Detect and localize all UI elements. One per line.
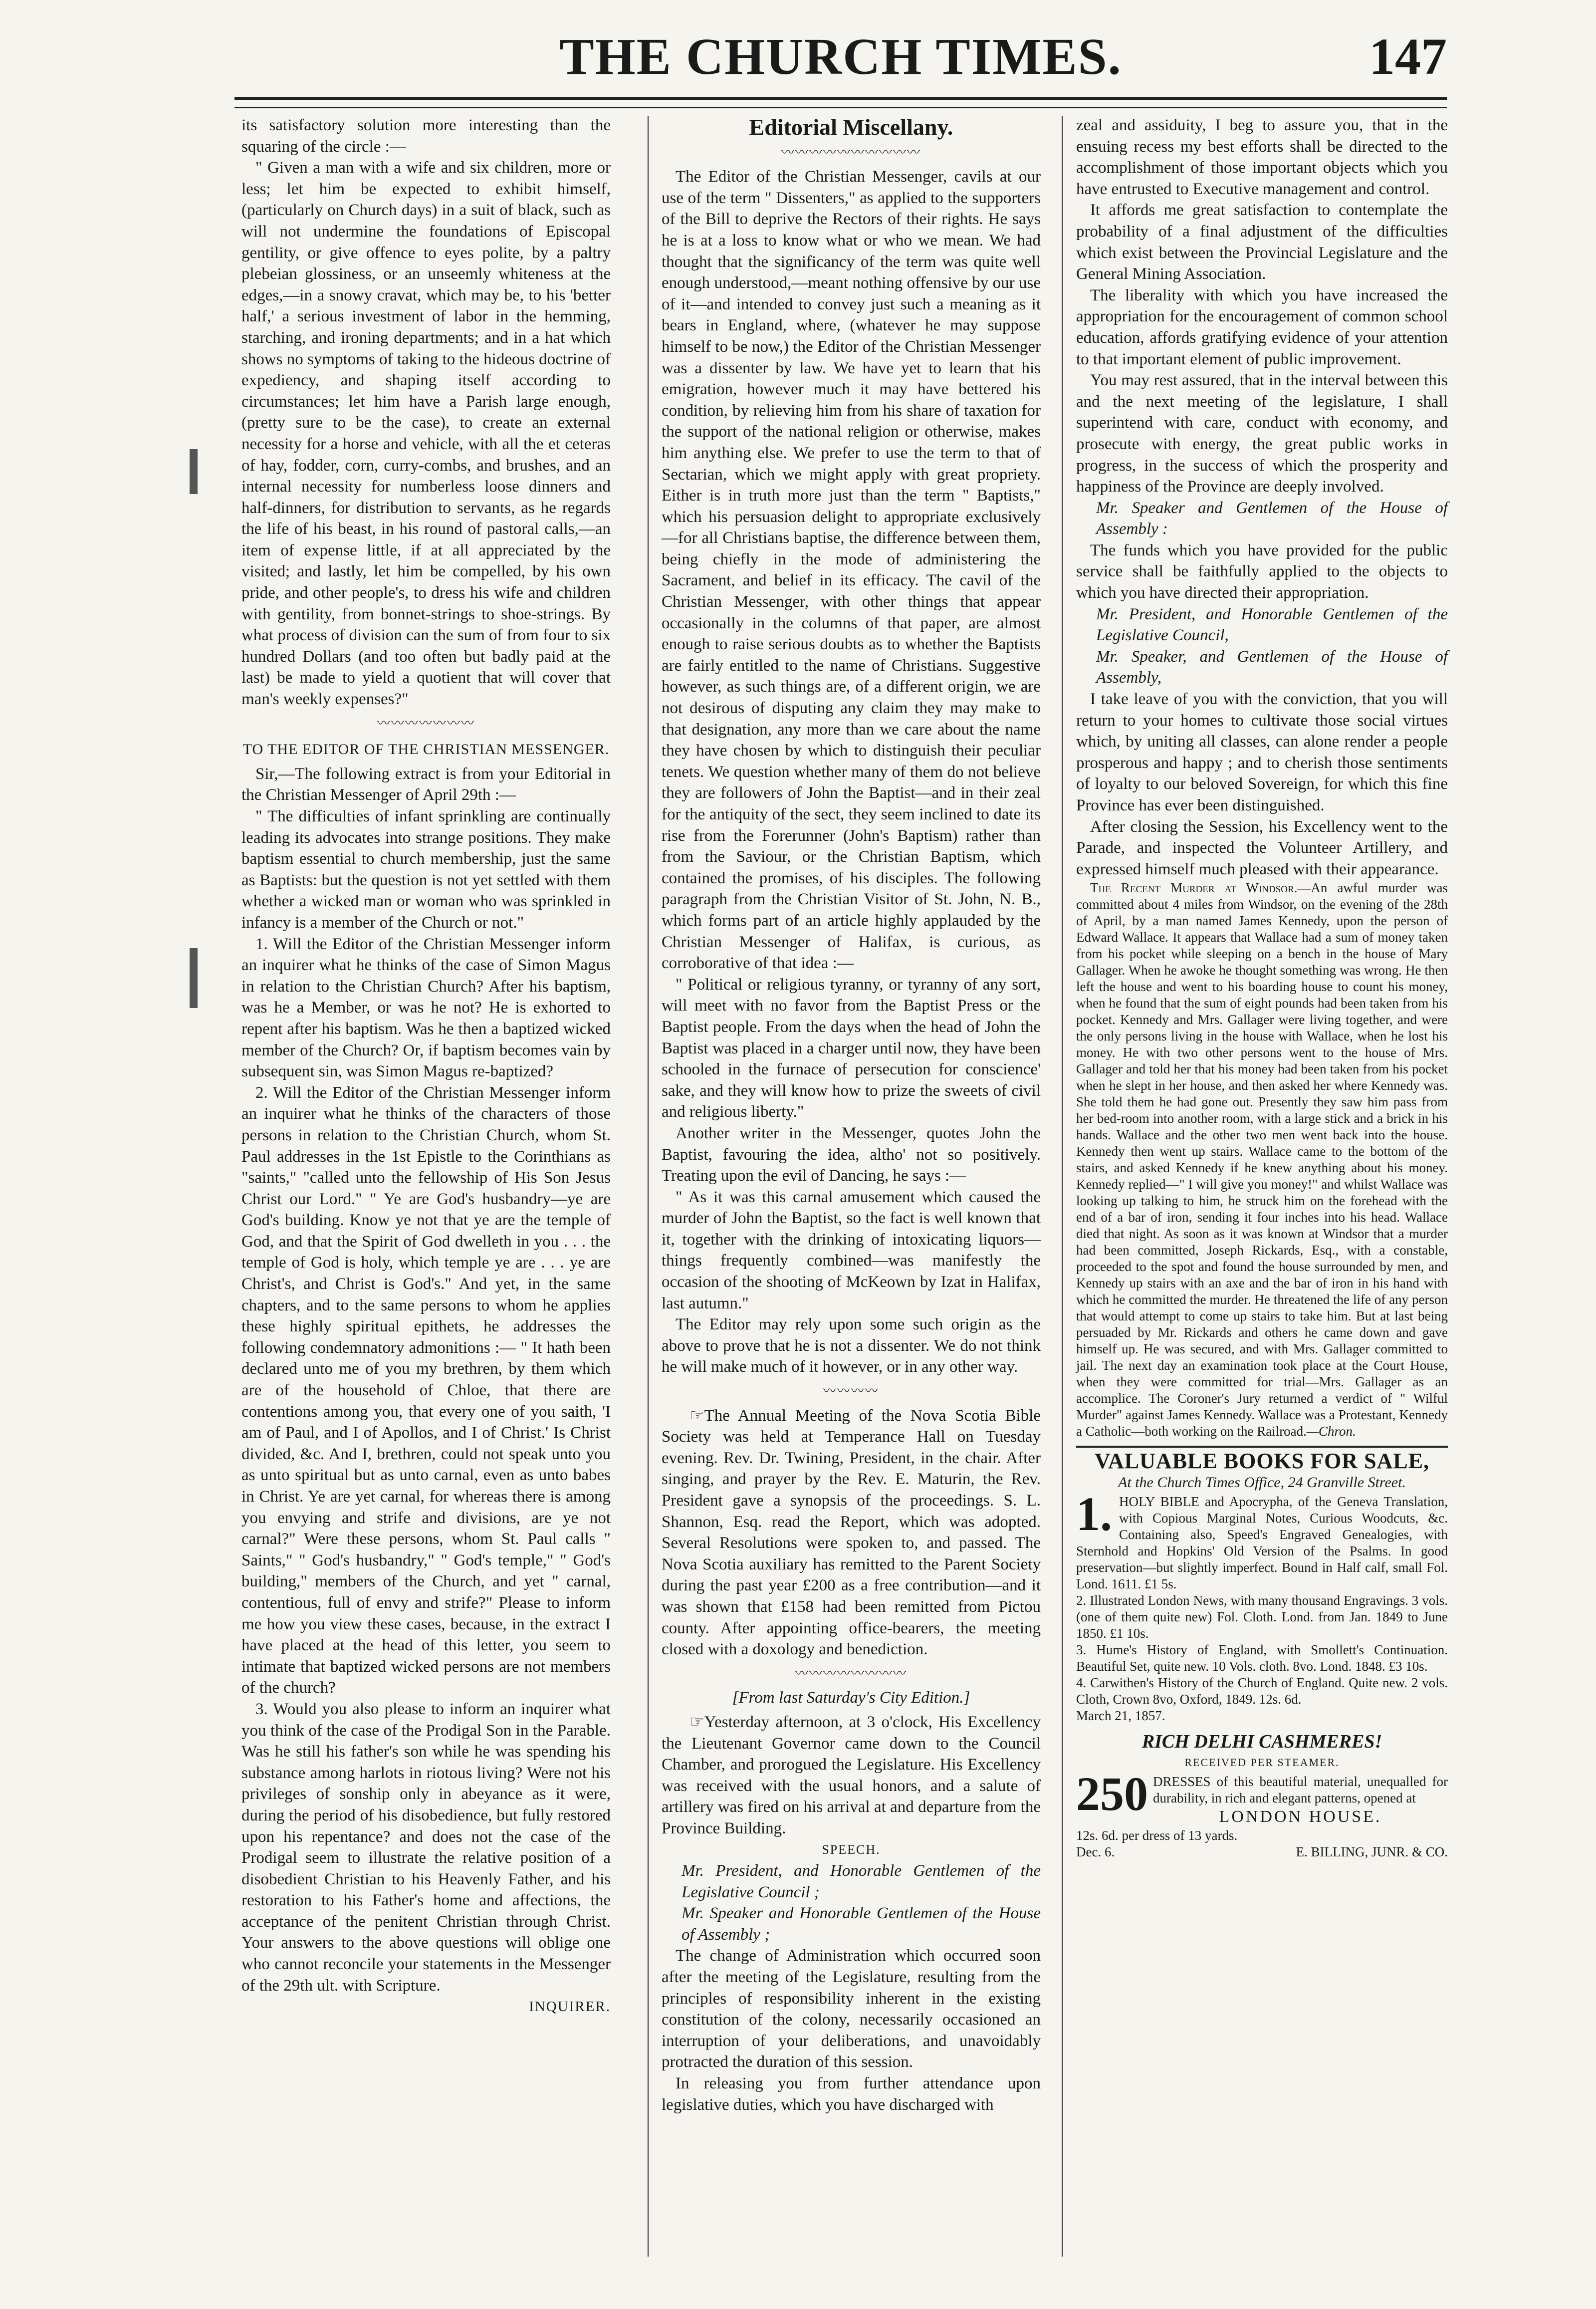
letter-text: 3. Would you also please to inform an inquirer what you think of the case of the Prodigal Son in the Parable. Was he still his father's son while he was spending his substance among harlots in riotous living? Were not his privileges of sonship only in abeyance as it were, during the period of his disobedience, but fully restored upon his repentance? and does not the case of the Prodigal seem to illustrate the relative position of a disobedient Christian to his Heavenly Father, and his restoration to his Father's home and affections, the acceptance of the penitent Christian through Christ. Your answers to the above questions will oblige one who cannot reconcile your statements in the Messenger of the 29th ult. with Scripture. xyxy=(241,1700,611,1995)
speech-address: Mr. Speaker and Honorable Gentlemen of the House of Assembly ; xyxy=(682,1904,1041,1944)
article-text: ☞Yesterday afternoon, at 3 o'clock, His Excellency the Lieutenant Governor came down to the Council Chamber, and prorogued the Legislature. His Excellency was received with the usual honors, and a salute of artillery was fired on his arrival at and departure from the Province Building. xyxy=(662,1712,1041,1839)
letter-text: " The difficulties of infant sprinkling are continually leading its advocates into strange positions. They make baptism essential to church membership, just the same as Baptists: but the question is not yet settled with them whether a wicked man or woman who was sprinkled in infancy is a member of the Church or not." xyxy=(241,807,611,932)
advert-title: RICH DELHI CASHMERES! xyxy=(1141,1731,1382,1752)
speech-text: In releasing you from further attendance upon legislative duties, which you have discharged with xyxy=(662,2074,1041,2114)
header-rule xyxy=(234,97,1447,108)
pointing-hand-icon: ☞ xyxy=(689,1406,704,1425)
advert-text: 250 DRESSES of this beautiful material, unequalled for durability, in rich and elegant patterns, opened at xyxy=(1076,1767,1448,1820)
margin-mark xyxy=(190,449,198,494)
section-divider: 〰〰〰〰 xyxy=(823,1384,879,1399)
letter-text: Sir,—The following extract is from your Editorial in the Christian Messenger of April 29th :— xyxy=(241,765,611,804)
news-item: The Recent Murder at Windsor.—An awful murder was committed about 4 miles from Windsor, on the evening of the 28th of April, by a man named James Kennedy, upon the person of Edward Wallace. It appears that Wallace had a sum of money taken from his pocket while sleeping on a bench in the house of Mary Gallager. When he awoke he thought something was wrong. He then left the house and went to his boarding house to count his money, when he found that the sum of eight pounds had been taken from his pocket. Kennedy and Mrs. Gallager were living together, and were the only persons living in the house with Wallace, when he lost his money. He with two other persons went to the house of Mrs. Gallager and told her that his money had been taken from his pocket when he slept in her house, and then asked her where Kennedy was. She told them he had gone out. Presently they saw him pass from her bed-room into another room, with a large stick and a brick in his hands. Wallace and the other two men went back into the house. Kennedy then went up stairs. Wallace came to the bottom of the stairs, and asked Kennedy if he knew anything about his money. Kennedy replied—" I will give you money!" and whilst Wallace was looking up talking to him, he struck him on the forehead with the end of a bar of iron, sending it four inches into his head. Wallace died that night. As soon as it was known at Windsor that a murder had been committed, Joseph Rickards, Esq., with a constable, proceeded to the spot and found the house surrounded by men, and Kennedy up stairs with an axe and the bar of iron in his hand with which he committed the murder. He threatened the life of any person that would attempt to come up stairs to take him. But at last being persuaded by Mr. Rickards and others he came down and gave himself up. He was secured, and with Mrs. Gallager committed to jail. The next day an examination took place at the Court House, when they were committed for trial—Mrs. Gallager as an accomplice. The Coroner's Jury returned a verdict of " Wilful Murder" against James Kennedy. Wallace was a Protestant, Kennedy a Catholic—both working on the Railroad.—Chron. xyxy=(1076,880,1448,1439)
speech-address: Mr. President, and Honorable Gentlemen of the Legislative Council ; xyxy=(682,1862,1041,1901)
pointing-hand-icon: ☞ xyxy=(689,1713,704,1731)
column-right xyxy=(1076,115,1448,1860)
speech-text: The change of Administration which occurred soon after the meeting of the Legislature, resulting from the principles of responsibility inherent in the existing constitution of the colony, necessarily occasioned an interruption of your deliberations, and unavoidably protracted the duration of this session. xyxy=(662,1947,1041,2071)
advert-item: 3. Hume's History of England, with Smollett's Continuation. Beautiful Set, quite new. 10 Vols. cloth. 8vo. Lond. 1848. £3 10s. xyxy=(1076,1642,1448,1674)
article-text: Another writer in the Messenger, quotes John the Baptist, favouring the idea, altho' not so positively. Treating upon the evil of Dancing, he says :— xyxy=(662,1124,1041,1185)
advert-subtitle: RECEIVED PER STEAMER. xyxy=(1184,1756,1340,1769)
section-title: Editorial Miscellany. xyxy=(749,114,953,140)
section-divider: 〰〰〰〰〰〰〰 xyxy=(377,716,475,731)
speech-text: The funds which you have provided for the public service shall be faithfully applied to the objects to which you have directed their appropriation. xyxy=(1076,541,1448,602)
advert-title: VALUABLE BOOKS FOR SALE, xyxy=(1076,1446,1448,1472)
advert-signature: E. BILLING, JUNR. & CO. xyxy=(1296,1844,1448,1860)
margin-mark xyxy=(190,948,198,1008)
advert-shop-name: LONDON HOUSE. xyxy=(1219,1807,1382,1826)
article-text: After closing the Session, his Excellency went to the Parade, and inspected the Volunteer Artillery, and expressed himself much pleased with their appearance. xyxy=(1076,817,1448,878)
letter-text: 2. Will the Editor of the Christian Messenger inform an inquirer what he thinks of the characters of those persons in relation to the Christian Church, whom St. Paul addresses in the 1st Epistle to the Corinthians as "saints," "called unto the fellowship of His Son Jesus Christ our Lord." " Ye are God's husbandry—ye are God's building. Know ye not that ye are the temple of God, and that the Spirit of God dwelleth in you . . . the temple of God is holy, which temple ye are . . . ye are Christ's, and Christ is God's." And yet, in the same chapters, and to the same persons to whom he applies these highly spiritual epithets, he addresses the following condemnatory admonitions :— " It hath been declared unto me of you my brethren, by them which are of the household of Chloe, that there are contentions among you, that every one of you saith, 'I am of Paul, and I of Apollos, and I of Christ.' Is Christ divided, &c. And I, brethren, could not speak unto you as unto spiritual but as unto carnal, even as unto babes in Christ. Ye are yet carnal, for whereas there is among you envying and strife and divisions, are ye not carnal?" Were these persons, whom St. Paul calls " Saints," " God's husbandry," " God's temple," " God's building," members of the Church, and yet " carnal, contentious, full of envy and strife?" Please to inform me how you view these cases, because, in the extract I have placed at the head of this letter, you seem to intimate that baptized wicked persons are not members of the church? xyxy=(241,1083,611,1697)
speech-address: Mr. President, and Honorable Gentlemen of the Legislative Council, xyxy=(1096,605,1448,645)
masthead-title: THE CHURCH TIMES. xyxy=(559,28,1122,85)
section-divider: 〰〰〰〰〰〰〰〰〰〰 xyxy=(781,145,921,160)
quoted-text: " Political or religious tyranny, or tyranny of any sort, will meet with no favor from the Baptist Press or the Baptist people. From the days when the head of John the Baptist was placed in a charger until now, they have been schooled in the furnace of persecution for conscience' sake, and they will know how to prize the sweets of civil and religious liberty." xyxy=(662,975,1041,1121)
speech-text: zeal and assiduity, I beg to assure you, that in the ensuing recess my best efforts shall be directed to the accomplishment of those important objects which you have entrusted to Executive management and control. xyxy=(1076,116,1448,198)
column-divider xyxy=(1062,116,1063,2257)
advert-price: 12s. 6d. per dress of 13 yards. xyxy=(1076,1828,1238,1843)
advert-subtitle: At the Church Times Office, 24 Granville Street. xyxy=(1118,1474,1406,1491)
advert-footer xyxy=(1076,1844,1448,1860)
edition-note: [From last Saturday's City Edition.] xyxy=(732,1689,970,1707)
quoted-text: " As it was this carnal amusement which caused the murder of John the Baptist, so the fact is well known that it, together with the drinking of intoxicating liquors—things frequently combined—was manifestly the occasion of the shooting of McKeown by Izat in Halifax, last autumn." xyxy=(662,1188,1041,1312)
speech-address: Mr. Speaker and Gentlemen of the House of Assembly : xyxy=(1096,499,1448,538)
speech-heading: SPEECH. xyxy=(822,1842,881,1857)
advert-item: 2. Illustrated London News, with many thousand Engravings. 3 vols. (one of them quite new) Fol. Cloth. Lond. from Jan. 1849 to June 1850. £1 10s. xyxy=(1076,1592,1448,1641)
letter-text: 1. Will the Editor of the Christian Messenger inform an inquirer what he thinks of the case of Simon Magus in relation to the Christian Church? After his baptism, was he a Member, or was he not? He is exhorted to repent after his baptism. Was he then a baptized wicked member of the Church? Or, if baptism becomes vain by subsequent sin, was Simon Magus re-baptized? xyxy=(241,935,611,1081)
article-text: ☞The Annual Meeting of the Nova Scotia Bible Society was held at Temperance Hall on Tuesday evening. Rev. Dr. Twining, President, in the chair. After singing, and prayer by the Rev. E. Maturin, the Rev. President gave a synopsis of the proceedings. S. L. Shannon, Esq. read the Report, which was adopted. Several Resolutions were spoken to, and passed. The Nova Scotia auxiliary has remitted to the Parent Society during the past year £200 as a free contribution—and it was shown that £158 had been remitted from Pictou county. After appointing office-bearers, the meeting closed with a doxology and benediction. xyxy=(662,1405,1041,1660)
article-text: " Given a man with a wife and six children, more or less; let him be expected to exhibit himself, (particularly on Church days) in a suit of black, such as will not undermine the foundations of Episcopal gentility, or give offence to eyes polite, by a paltry plebeian glossiness, or an unseemly whiteness at the edges,—in a snowy cravat, which may be, to his 'better half,' a serious investment of labor in the hemming, starching, and ironing departments; and in a hat which shows no symptoms of taking to the hideous doctrine of expediency, and shaping itself according to circumstances; let him have a Parish large enough, (pretty sure to be the case), to create an external necessity for a horse and vehicle, with all the et ceteras of hay, fodder, corn, curry-combs, and brushes, and an internal necessity for numberless loose dinners and half-dinners, for distribution to servants, as he regards the life of his beast, in his round of pastoral calls,—an item of expense little, if at all appreciated by the visited; and lastly, let him be compelled, by his own pride, and other people's, to dress his wife and children with gentility, from bonnet-strings to shoe-strings. By what process of division can the sum of from four to six hundred Dollars (and too often but badly paid at the last) be made to yield a quotient that will cover that man's weekly expenses?" xyxy=(241,159,611,709)
page-header xyxy=(234,18,1447,108)
column-middle xyxy=(662,115,1041,2115)
page-number: 147 xyxy=(1369,28,1447,85)
advert-item: 1. HOLY BIBLE and Apocrypha, of the Geneva Translation, with Copious Marginal Notes, Curious Woodcuts, &c. Containing also, Speed's Engraved Genealogies, with Sternhold and Hopkins' Old Version of the Psalms. In good preservation—but slightly imperfect. Bound in Half calf, small Fol. Lond. 1611. £1 5s. xyxy=(1076,1487,1448,1591)
article-text: The Editor may rely upon some such origin as the above to prove that he is not a dissenter. We do not think he will make much of it however, or in any other way. xyxy=(662,1315,1041,1376)
letter-heading: TO THE EDITOR OF THE CHRISTIAN MESSENGER. xyxy=(242,741,610,758)
advert-date: Dec. 6. xyxy=(1076,1844,1115,1860)
advert-date: March 21, 1857. xyxy=(1076,1708,1165,1723)
letter-signature: INQUIRER. xyxy=(529,1999,611,2015)
column-divider xyxy=(648,116,649,2257)
article-text: its satisfactory solution more interesting than the squaring of the circle :— xyxy=(241,116,611,156)
article-text: The Editor of the Christian Messenger, cavils at our use of the term " Dissenters," as applied to the supporters of the Bill to deprive the Rectors of their rights. He says he is at a loss to know what or who we mean. We had thought that the significancy of the term was quite well enough understood,—meant nothing offensive by our use of it—and intended to convey just such a meaning as it bears in England, where, (whatever he may suppose himself to be now,) the Editor of the Christian Messenger was a dissenter by law. We have yet to learn that his emigration, however much it may have bettered his condition, by relieving him from his share of taxation for the support of the national religion or otherwise, makes him anything else. We prefer to use the term to that of Sectarian, which we might apply with great propriety. Either is in truth more just than the term " Baptists," which his persuasion delight to appropriate exclusively—for all Christians baptise, the difference between them, being chiefly in the mode of administering the Sacrament, and belief in its efficacy. The cavil of the Christian Messenger, with other things that appear occasionally in the columns of that paper, are almost enough to raise serious doubts as to whether the Baptists are fairly entitled to the name of Christians. Suggestive however, as such things are, of a different origin, we are not desirous of disputing any claim they may make to that designation, any more than we care about the name they have chosen by which to distinguish their peculiar tenets. We question whether many of them do not believe they are followers of John the Baptist—and in their zeal for the antiquity of the sect, they seem inclined to date its rise from the Forerunner (John's Baptism) rather than from the Saviour, or the Christian Baptism, which contained the promises, of his disciples. The following paragraph from the Christian Visitor of St. John, N. B., which forms part of an article highly applauded by the Christian Messenger of Halifax, is curious, as corroborative of that idea :— xyxy=(662,168,1041,973)
column-left xyxy=(241,115,611,2018)
speech-text: The liberality with which you have increased the appropriation for the encouragement of common school education, affords gratifying evidence of your attention to that important element of public improvement. xyxy=(1076,286,1448,368)
advert-item: 4. Carwithen's History of the Church of England. Quite new. 2 vols. Cloth, Crown 8vo, Oxford, 1849. 12s. 6d. xyxy=(1076,1675,1448,1707)
section-divider: 〰〰〰〰〰〰〰〰 xyxy=(795,1666,907,1681)
speech-text: You may rest assured, that in the interval between this and the next meeting of the legislature, I shall superintend with care, conduct with economy, and prosecute with energy, the great public works in progress, in the success of which the prosperity and happiness of the Province are deeply involved. xyxy=(1076,371,1448,496)
speech-address: Mr. Speaker, and Gentlemen of the House of Assembly, xyxy=(1096,647,1448,687)
speech-text: I take leave of you with the conviction, that you will return to your homes to cultivate those social virtues which, by uniting all classes, can alone render a people prosperous and happy ; and to cherish those sentiments of loyalty to our beloved Sovereign, for which this fine Province has ever been distinguished. xyxy=(1076,690,1448,814)
speech-text: It affords me great satisfaction to contemplate the probability of a final adjustment of the difficulties which exist between the Provincial Legislature and the General Mining Association. xyxy=(1076,201,1448,283)
